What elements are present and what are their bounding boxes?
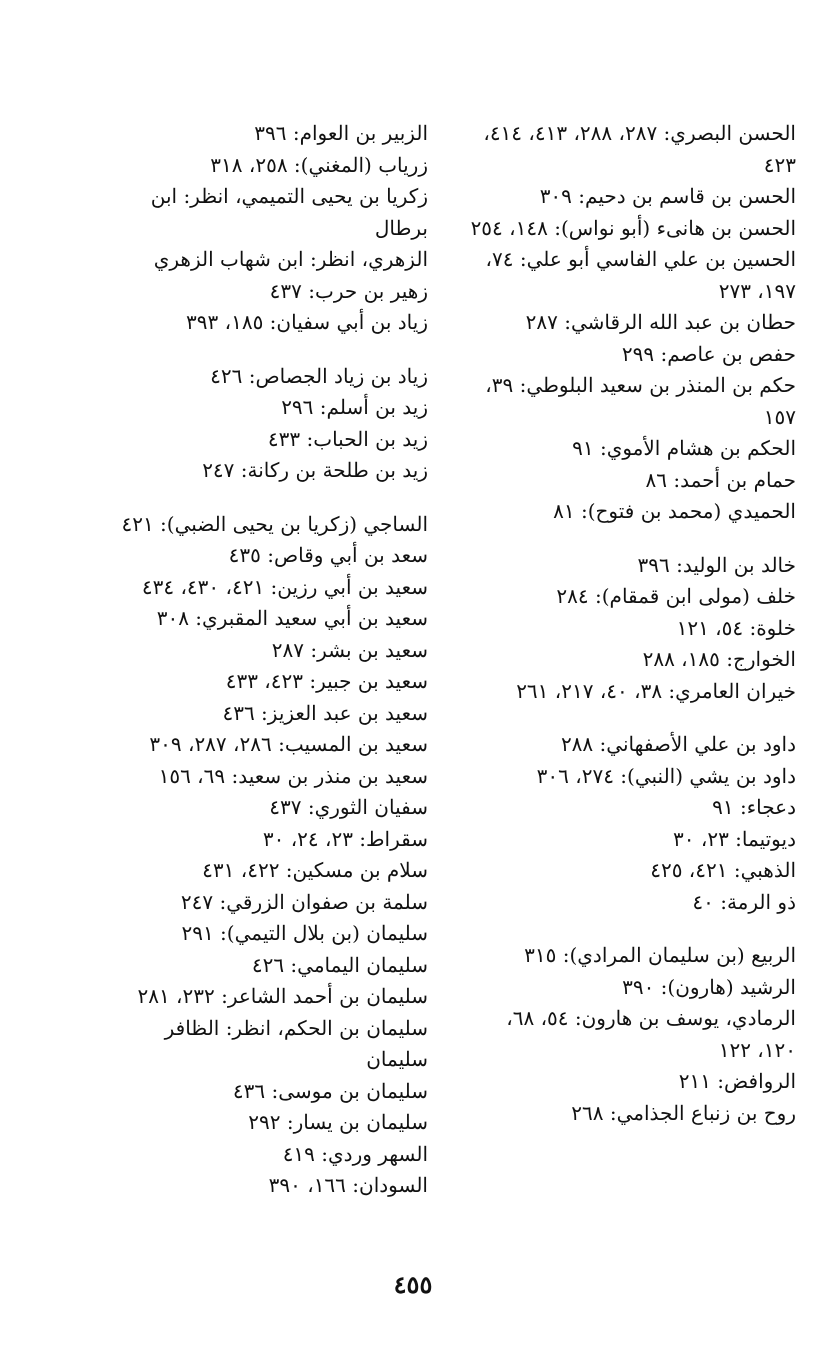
index-entry: سعيد بن أبي رزين: ٤٢١، ٤٣٠، ٤٣٤ <box>141 574 428 599</box>
index-entry: سلام بن مسكين: ٤٢٢، ٤٣١ <box>202 858 428 882</box>
index-entry: حطان بن عبد الله الرقاشي: ٢٨٧ <box>525 310 796 334</box>
index-entry: ذو الرمة: ٤٠ <box>692 889 796 914</box>
index-entry: سفيان الثوري: ٤٣٧ <box>269 795 428 819</box>
index-entry: زكريا بن يحيى التميمي، انظر: ابن برطال <box>150 184 428 240</box>
index-entry: سليمان اليمامي: ٤٢٦ <box>251 952 428 977</box>
index-entry: زيد بن الحباب: ٤٣٣ <box>267 426 428 451</box>
index-entry: السهر وردي: ٤١٩ <box>282 1141 428 1166</box>
index-entry: سعيد بن أبي سعيد المقبري: ٣٠٨ <box>156 606 428 630</box>
index-entry: الربيع (بن سليمان المرادي): ٣١٥ <box>524 943 796 967</box>
index-entry: خلوة: ٥٤، ١٢١ <box>676 615 796 640</box>
index-entry: زرياب (المغني): ٢٥٨، ٣١٨ <box>210 152 428 177</box>
index-entry: حفص بن عاصم: ٢٩٩ <box>621 341 796 366</box>
index-entry: دعجاء: ٩١ <box>712 795 796 819</box>
index-entry: زياد بن أبي سفيان: ١٨٥، ٣٩٣ <box>186 310 428 334</box>
index-entry: الزهري، انظر: ابن شهاب الزهري <box>153 247 428 271</box>
index-entry: سعيد بن بشر: ٢٨٧ <box>271 637 428 662</box>
index-entry: خيران العامري: ٣٨، ٤٠، ٢١٧، ٢٦١ <box>516 678 796 703</box>
index-entry: سليمان بن يسار: ٢٩٢ <box>248 1110 428 1134</box>
index-entry: سليمان بن موسى: ٤٣٦ <box>232 1078 428 1103</box>
index-entry: الرشيد (هارون): ٣٩٠ <box>622 974 796 999</box>
index-entry: سليمان (بن بلال التيمي): ٢٩١ <box>181 921 428 945</box>
index-entry: سقراط: ٢٣، ٢٤، ٣٠ <box>262 826 428 851</box>
index-entry: زهير بن حرب: ٤٣٧ <box>269 278 428 303</box>
index-entry: حكم بن المنذر بن سعيد البلوطي: ٣٩، ١٥٧ <box>485 373 796 429</box>
index-entry: سليمان بن الحكم، انظر: الظافر سليمان <box>164 1015 428 1071</box>
index-entry: سعيد بن جبير: ٤٢٣، ٤٣٣ <box>225 669 428 693</box>
index-entry: ديوتيما: ٢٣، ٣٠ <box>673 826 796 851</box>
index-entry: حمام بن أحمد: ٨٦ <box>645 467 796 492</box>
index-entry: سعيد بن المسيب: ٢٨٦، ٢٨٧، ٣٠٩ <box>149 732 428 756</box>
index-entry: سعد بن أبي وقاص: ٤٣٥ <box>228 543 428 567</box>
index-entry: زيد بن أسلم: ٢٩٦ <box>281 395 428 419</box>
index-entry: الزبير بن العوام: ٣٩٦ <box>254 121 428 145</box>
page-number: ٤٥٥ <box>393 1270 433 1299</box>
index-entry: الحسين بن علي الفاسي أبو علي: ٧٤، ١٩٧، ٢٧٣ <box>485 247 796 303</box>
index-entry: الحسن بن هانىء (أبو نواس): ١٤٨، ٢٥٤ <box>470 215 796 240</box>
index-entry: خالد بن الوليد: ٣٩٦ <box>637 552 796 577</box>
index-entry: الرمادي، يوسف بن هارون: ٥٤، ٦٨، ١٢٠، ١٢٢ <box>506 1006 796 1062</box>
index-entry: زيد بن طلحة بن ركانة: ٢٤٧ <box>202 458 428 482</box>
index-entry: الخوارج: ١٨٥، ٢٨٨ <box>642 647 796 671</box>
index-entry: زياد بن زياد الجصاص: ٤٢٦ <box>210 363 428 388</box>
index-entry: الحكم بن هشام الأموي: ٩١ <box>572 436 796 460</box>
index-entry: السودان: ١٦٦، ٣٩٠ <box>268 1173 428 1197</box>
index-entry: سليمان بن أحمد الشاعر: ٢٣٢، ٢٨١ <box>137 984 428 1008</box>
index-entry: سعيد بن منذر بن سعيد: ٦٩، ١٥٦ <box>158 763 428 788</box>
index-column-right <box>466 118 796 1129</box>
index-column-left <box>110 118 428 1202</box>
index-entry: الساجي (زكريا بن يحيى الضبي): ٤٢١ <box>121 511 428 536</box>
index-entry: الحسن البصري: ٢٨٧، ٢٨٨، ٤١٣، ٤١٤، ٤٢٣ <box>483 121 796 177</box>
index-entry: خلف (مولى ابن قمقام): ٢٨٤ <box>556 584 796 608</box>
index-entry: داود بن علي الأصفهاني: ٢٨٨ <box>560 732 796 756</box>
index-entry: داود بن يشي (النبي): ٢٧٤، ٣٠٦ <box>536 763 796 788</box>
index-entry: الذهبي: ٤٢١، ٤٢٥ <box>650 858 796 882</box>
index-entry: سلمة بن صفوان الزرقي: ٢٤٧ <box>180 889 428 914</box>
index-entry: روح بن زنباع الجذامي: ٢٦٨ <box>571 1100 796 1125</box>
index-entry: الحسن بن قاسم بن دحيم: ٣٠٩ <box>539 184 796 208</box>
index-entry: سعيد بن عبد العزيز: ٤٣٦ <box>222 700 428 725</box>
index-entry: الحميدي (محمد بن فتوح): ٨١ <box>553 499 796 523</box>
index-entry: الروافض: ٢١١ <box>678 1069 796 1093</box>
